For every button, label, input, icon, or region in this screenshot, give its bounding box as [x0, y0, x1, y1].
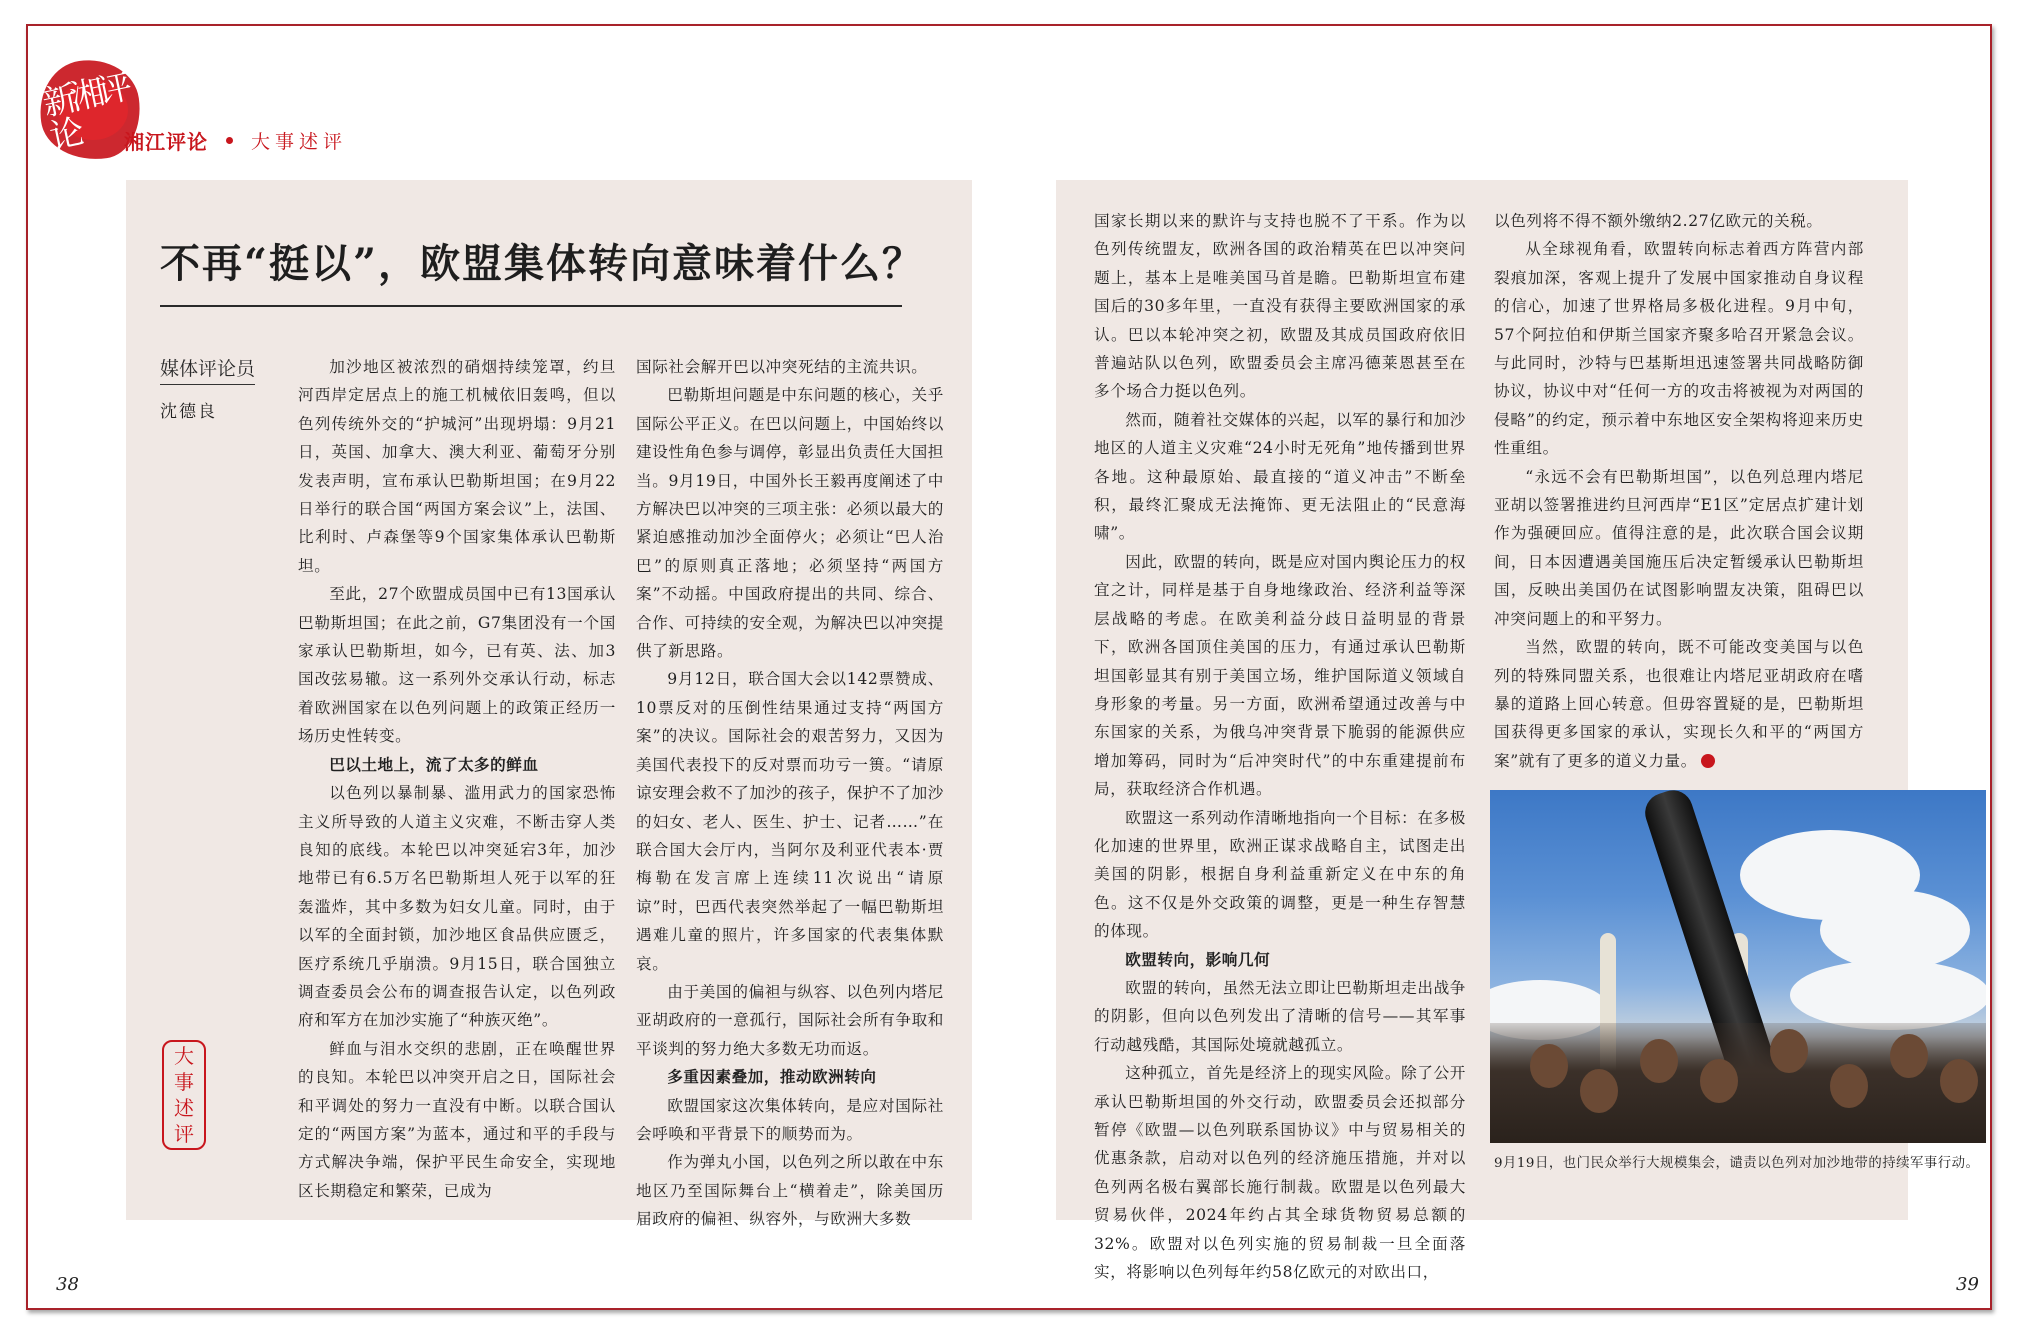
article-column-2 — [636, 353, 944, 1234]
body-paragraph: 欧盟国家这次集体转向，是应对国际社会呼唤和平背景下的顺势而为。 — [636, 1096, 944, 1143]
section-subheading: 欧盟转向，影响几何 — [1125, 950, 1271, 969]
person-head — [1580, 1069, 1618, 1113]
person-head — [1940, 1059, 1978, 1103]
page-number-left: 38 — [56, 1274, 79, 1295]
title-divider — [160, 305, 902, 307]
section-main-label: 湘江评论 — [124, 130, 208, 154]
stamp-char: 大 — [174, 1044, 194, 1068]
person-head — [1530, 1044, 1568, 1088]
body-paragraph: 加沙地区被浓烈的硝烟持续笼罩，约旦河西岸定居点上的施工机械依旧轰鸣，但以色列传统外交的“护城河”出现坍塌：9月21日，英国、加拿大、澳大利亚、葡萄牙分别发表声明，宣布承认巴勒斯坦国；在9月22日举行的联合国“两国方案会议”上，法国、比利时、卢森堡等9个国家集体承认巴勒斯坦。 — [298, 358, 616, 575]
column-seal-stamp — [162, 1040, 206, 1150]
author-name: 沈德良 — [160, 402, 217, 422]
body-paragraph: 由于美国的偏袒与纵容、以色列内塔尼亚胡政府的一意孤行，国际社会所有争取和平谈判的努力绝大多数无功而返。 — [636, 982, 944, 1058]
body-paragraph: 欧盟的转向，虽然无法立即让巴勒斯坦走出战争的阴影，但向以色列发出了清晰的信号——其军事行动越残酷，其国际处境就越孤立。 — [1094, 978, 1466, 1054]
person-head — [1890, 1034, 1928, 1078]
byline — [160, 354, 255, 422]
article-column-3 — [1094, 207, 1466, 1286]
photo-caption: 9月19日，也门民众举行大规模集会，谴责以色列对加沙地带的持续军事行动。 — [1494, 1156, 1980, 1171]
photo-cloud — [1820, 890, 1970, 970]
body-paragraph: 以色列将不得不额外缴纳2.27亿欧元的关税。 — [1494, 212, 1823, 230]
person-head — [1830, 1064, 1868, 1108]
article-title: 不再“挺以”，欧盟集体转向意味着什么？ — [160, 240, 925, 287]
body-paragraph: 国际社会解开巴以冲突死结的主流共识。 — [636, 358, 928, 376]
logo-text: 新湘评论 — [39, 67, 130, 158]
body-paragraph: 从全球视角看，欧盟转向标志着西方阵营内部裂痕加深，客观上提升了发展中国家推动自身议程的信心，加速了世界格局多极化进程。9月中旬，57个阿拉伯和伊斯兰国家齐聚多哈召开紧急会议。与此同时，沙特与巴基斯坦迅速签署共同战略防御协议，协议中对“任何一方的攻击将被视为对两国的侵略”的约定，预示着中东地区安全架构将迎来历史性重组。 — [1494, 240, 1864, 458]
body-paragraph: 国家长期以来的默许与支持也脱不了干系。作为以色列传统盟友，欧洲各国的政治精英在巴以冲突问题上，基本上是唯美国马首是瞻。巴勒斯坦宣布建国后的30多年里，一直没有获得主要欧洲国家的承认。巴以本轮冲突之初，欧盟及其成员国政府依旧普遍站队以色列，欧盟委员会主席冯德莱恩甚至在多个场合力挺以色列。 — [1094, 212, 1466, 401]
body-paragraph: 作为弹丸小国，以色列之所以敢在中东地区乃至国际舞台上“横着走”，除美国历届政府的偏袒、纵容外，与欧洲大多数 — [636, 1153, 944, 1229]
separator-dot-icon — [226, 137, 233, 144]
body-paragraph: 欧盟这一系列动作清晰地指向一个目标：在多极化加速的世界里，欧洲正谋求战略自主，试图走出美国的阴影，根据自身利益重新定义在中东的角色。这不仅是外交政策的调整，更是一种生存智慧的体现。 — [1094, 808, 1466, 941]
body-paragraph: 这种孤立，首先是经济上的现实风险。除了公开承认巴勒斯坦国的外交行动，欧盟委员会还拟部分暂停《欧盟—以色列联系国协议》中与贸易相关的优惠条款，启动对以色列的经济施压措施，并对以色列两名极右翼部长施行制裁。欧盟是以色列最大贸易伙伴，2024年约占其全球货物贸易总额的32%。欧盟对以色列实施的贸易制裁一旦全面落实，将影响以色列每年约58亿欧元的对欧出口， — [1094, 1064, 1466, 1282]
page-number-right: 39 — [1956, 1274, 1979, 1295]
photo-cloud — [1790, 960, 1986, 1030]
body-paragraph: 至此，27个欧盟成员国中已有13国承认巴勒斯坦国；在此之前，G7集团没有一个国家承认巴勒斯坦，如今，已有英、法、加3国改弦易辙。这一系列外交承认行动，标志着欧洲国家在以色列问题上的政策正经历一场历史性转变。 — [298, 585, 616, 746]
section-subheading: 巴以土地上，流了太多的鲜血 — [329, 755, 539, 774]
body-paragraph: 9月12日，联合国大会以142票赞成、10票反对的压倒性结果通过支持“两国方案”的决议。国际社会的艰苦努力，又因为美国代表投下的反对票而功亏一篑。“请原谅安理会救不了加沙的孩子，保护不了加沙的妇女、老人、医生、护士、记者……”在联合国大会厅内，当阿尔及利亚代表本·贾梅勒在发言席上连续11次说出“请原谅”时，巴西代表突然举起了一幅巴勒斯坦遇难儿童的照片，许多国家的代表集体默哀。 — [636, 670, 944, 973]
body-paragraph: 因此，欧盟的转向，既是应对国内舆论压力的权宜之计，同样是基于自身地缘政治、经济利益等深层战略的考虑。在欧美利益分歧日益明显的背景下，欧洲各国顶住美国的压力，有通过承认巴勒斯坦国彰显其有别于美国立场，维护国际道义领域自身形象的考量。另一方面，欧洲希望通过改善与中东国家的关系，为俄乌冲突背景下脆弱的能源供应增加筹码，同时为“后冲突时代”的中东重建提前布局，获取经济合作机遇。 — [1094, 552, 1466, 799]
section-sub-label: 大事述评 — [251, 131, 348, 153]
rally-photo — [1490, 790, 1986, 1143]
stamp-char: 事 — [174, 1070, 194, 1094]
body-paragraph: “永远不会有巴勒斯坦国”，以色列总理内塔尼亚胡以签署推进约旦河西岸“E1区”定居点扩建计划作为强硬回应。值得注意的是，此次联合国会议期间，日本因遭遇美国施压后决定暂缓承认巴勒斯坦国，反映出美国仍在试图影响盟友决策，阻碍巴以冲突问题上的和平努力。 — [1494, 467, 1864, 628]
section-header — [124, 126, 347, 155]
person-head — [1700, 1059, 1738, 1103]
body-paragraph: 鲜血与泪水交织的悲剧，正在唤醒世界的良知。本轮巴以冲突开启之日，国际社会和平调处的努力一直没有中断。以联合国认定的“两国方案”为蓝本，通过和平的手段与方式解决争端，保护平民生命安全，实现地区长期稳定和繁荣，已成为 — [298, 1039, 616, 1200]
person-head — [1640, 1039, 1678, 1083]
stamp-char: 述 — [174, 1096, 194, 1120]
person-head — [1770, 1029, 1808, 1073]
section-subheading: 多重因素叠加，推动欧洲转向 — [667, 1068, 877, 1087]
stamp-char: 评 — [174, 1122, 194, 1146]
body-paragraph: 然而，随着社交媒体的兴起，以军的暴行和加沙地区的人道主义灾难“24小时无死角”地传播到世界各地。这种最原始、最直接的“道义冲击”不断垒积，最终汇聚成无法掩饰、更无法阻止的“民意海啸”。 — [1094, 410, 1466, 543]
article-end-icon — [1701, 754, 1715, 768]
body-paragraph: 以色列以暴制暴、滥用武力的国家恐怖主义所导致的人道主义灾难，不断击穿人类良知的底线。本轮巴以冲突延宕3年，加沙地带已有6.5万名巴勒斯坦人死于以军的狂轰滥炸，其中多数为妇女儿童。同时，由于以军的全面封锁，加沙地区食品供应匮乏，医疗系统几乎崩溃。9月15日，联合国独立调查委员会公布的调查报告认定，以色列政府和军方在加沙实施了“种族灭绝”。 — [298, 784, 616, 1030]
body-paragraph: 巴勒斯坦问题是中东问题的核心，关乎国际公平正义。在巴以问题上，中国始终以建设性角色参与调停，彰显出负责任大国担当。9月19日，中国外长王毅再度阐述了中方解决巴以冲突的三项主张：必须以最大的紧迫感推动加沙全面停火；必须让“巴人治巴”的原则真正落地；必须坚持“两国方案”不动摇。中国政府提出的共同、综合、合作、可持续的安全观，为解决巴以冲突提供了新思路。 — [636, 386, 944, 661]
article-column-4 — [1494, 207, 1864, 775]
article-column-1 — [298, 353, 616, 1205]
body-paragraph: 当然，欧盟的转向，既不可能改变美国与以色列的特殊同盟关系，也很难让内塔尼亚胡政府在嗜暴的道路上回心转意。但毋容置疑的是，巴勒斯坦国获得更多国家的承认，实现长久和平的“两国方案”就有了更多的道义力量。 — [1494, 638, 1864, 770]
author-role: 媒体评论员 — [160, 354, 255, 385]
